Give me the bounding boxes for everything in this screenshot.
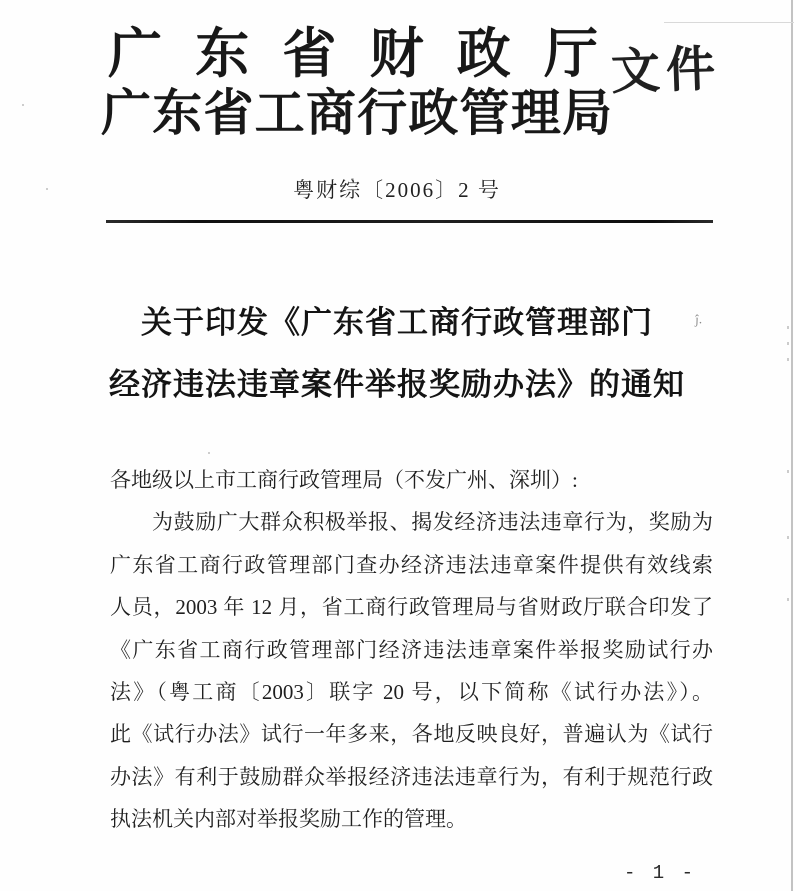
scan-speck	[208, 452, 210, 454]
letterhead-org-line2: 广东省工商行政管理局	[101, 85, 612, 141]
scan-edge-right-line	[791, 0, 793, 891]
document-title-line2: 经济违法违章案件举报奖励办法》的通知	[109, 367, 685, 402]
page-number: - 1 -	[623, 862, 696, 884]
body-line: 执法机关内部对举报奖励工作的管理。	[110, 807, 467, 832]
document-body	[110, 459, 713, 841]
body-line: 为鼓励广大群众积极举报、揭发经济违法违章行为，奖励为	[152, 510, 713, 535]
document-title	[95, 292, 699, 416]
body-line: 广东省工商行政管理部门查办经济违法违章案件提供有效线索	[110, 552, 713, 577]
letterhead-document-label: 文件	[610, 41, 722, 100]
scan-edge-top-line	[664, 22, 794, 23]
scan-speck	[22, 104, 24, 106]
body-line: 《广东省工商行政管理部门经济违法违章案件举报奖励试行办	[110, 637, 713, 662]
body-line: 办法》有利于鼓励群众举报经济违法违章行为，有利于规范行政	[110, 764, 713, 789]
body-line: 人员，2003 年 12 月，省工商行政管理局与省财政厅联合印发了	[110, 595, 713, 620]
pen-mark-artifact: ĵ.	[693, 311, 703, 327]
document-number: 粤财综〔2006〕2 号	[293, 178, 501, 202]
body-line: 此《试行办法》试行一年多来，各地反映良好，普遍认为《试行	[110, 722, 713, 747]
body-line: 法》（粤工商〔2003〕联字 20 号，以下简称《试行办法》）。	[110, 679, 713, 704]
salutation-line: 各地级以上市工商行政管理局（不发广州、深圳）:	[110, 468, 578, 492]
header-separator-rule	[106, 220, 713, 223]
document-title-line1: 关于印发《广东省工商行政管理部门	[141, 305, 653, 340]
letterhead-org-line1: 广东省财政厅	[108, 24, 598, 84]
